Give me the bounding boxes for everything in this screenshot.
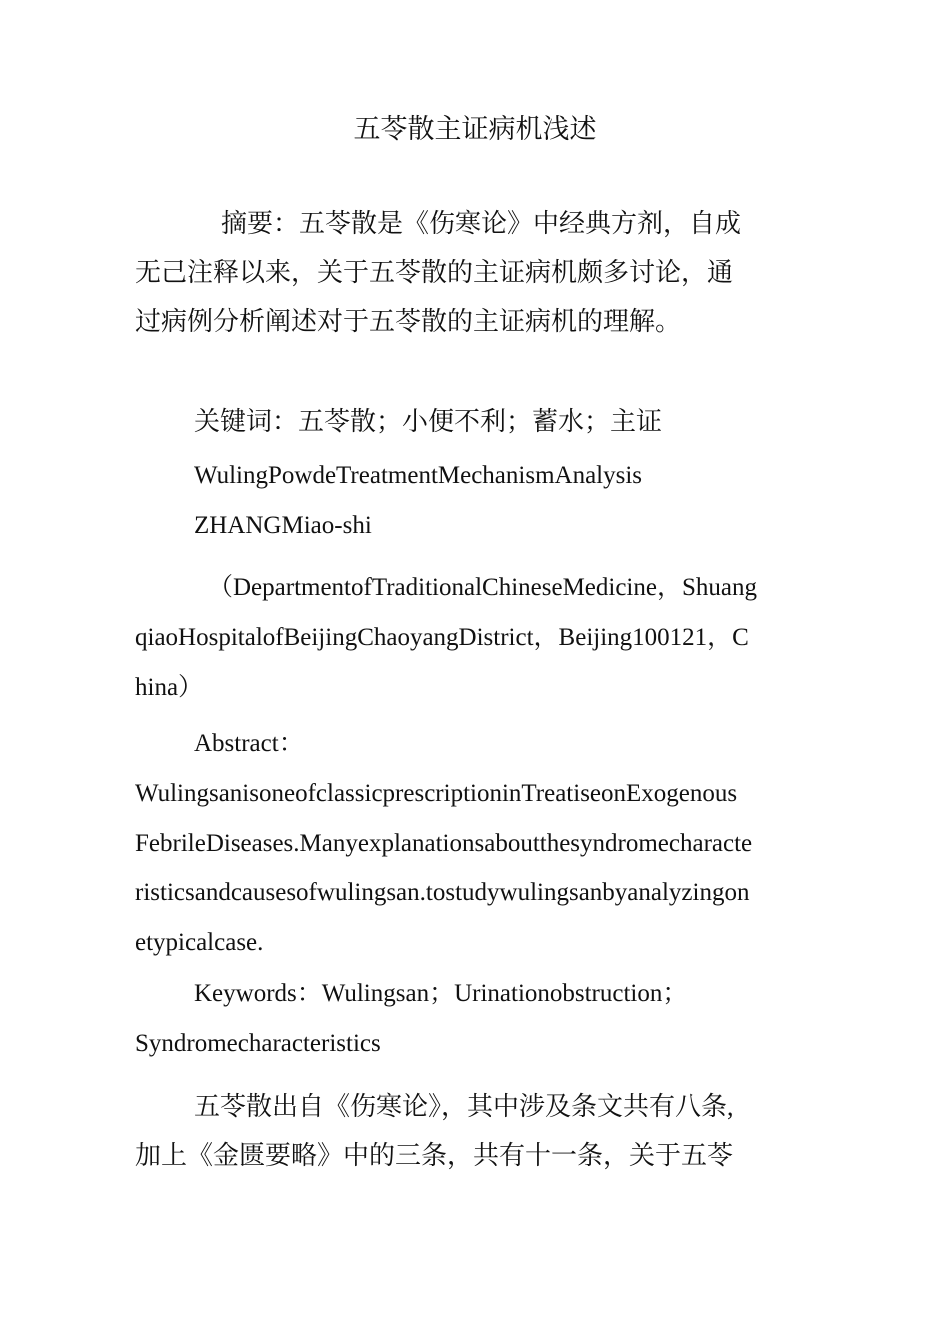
abstract-en-label: Abstract：	[194, 730, 304, 757]
keywords-en-line-1: Keywords：Wulingsan；Urinationobstruction；	[194, 980, 688, 1007]
abstract-en-line-3: risticsandcausesofwulingsan.tostudywulingsanbyanalyzingon	[135, 879, 750, 906]
document-title: 五苓散主证病机浅述	[353, 114, 597, 144]
keywords-cn: 关键词：五苓散；小便不利；蓄水；主证	[194, 407, 663, 436]
keywords-en-line-2: Syndromecharacteristics	[135, 1030, 381, 1057]
affiliation-line-1: （DepartmentofTraditionalChineseMedicine，Shuang	[208, 574, 757, 601]
body-line-2: 加上《金匮要略》中的三条，共有十一条，关于五苓	[135, 1141, 734, 1170]
abstract-en-line-1: WulingsanisoneofclassicprescriptioninTreatiseonExogenous	[135, 780, 738, 807]
abstract-cn-line-1: 摘要：五苓散是《伤寒论》中经典方剂，自成	[221, 209, 742, 238]
abstract-en-line-2: FebrileDiseases.Manyexplanationsaboutthesyndromecharacte	[135, 830, 753, 857]
affiliation-line-2: qiaoHospitalofBeijingChaoyangDistrict，Beijing100121，C	[135, 624, 749, 651]
abstract-en-line-4: etypicalcase.	[135, 929, 264, 956]
body-line-1: 五苓散出自《伤寒论》，其中涉及条文共有八条,	[194, 1092, 734, 1121]
author-name: ZHANGMiao-shi	[194, 512, 372, 539]
abstract-cn-line-2: 无己注释以来，关于五苓散的主证病机颇多讨论，通	[135, 258, 734, 287]
english-title: WulingPowdeTreatmentMechanismAnalysis	[194, 462, 643, 489]
affiliation-line-3: hina）	[135, 674, 204, 701]
abstract-cn-line-3: 过病例分析阐述对于五苓散的主证病机的理解。	[135, 307, 682, 336]
